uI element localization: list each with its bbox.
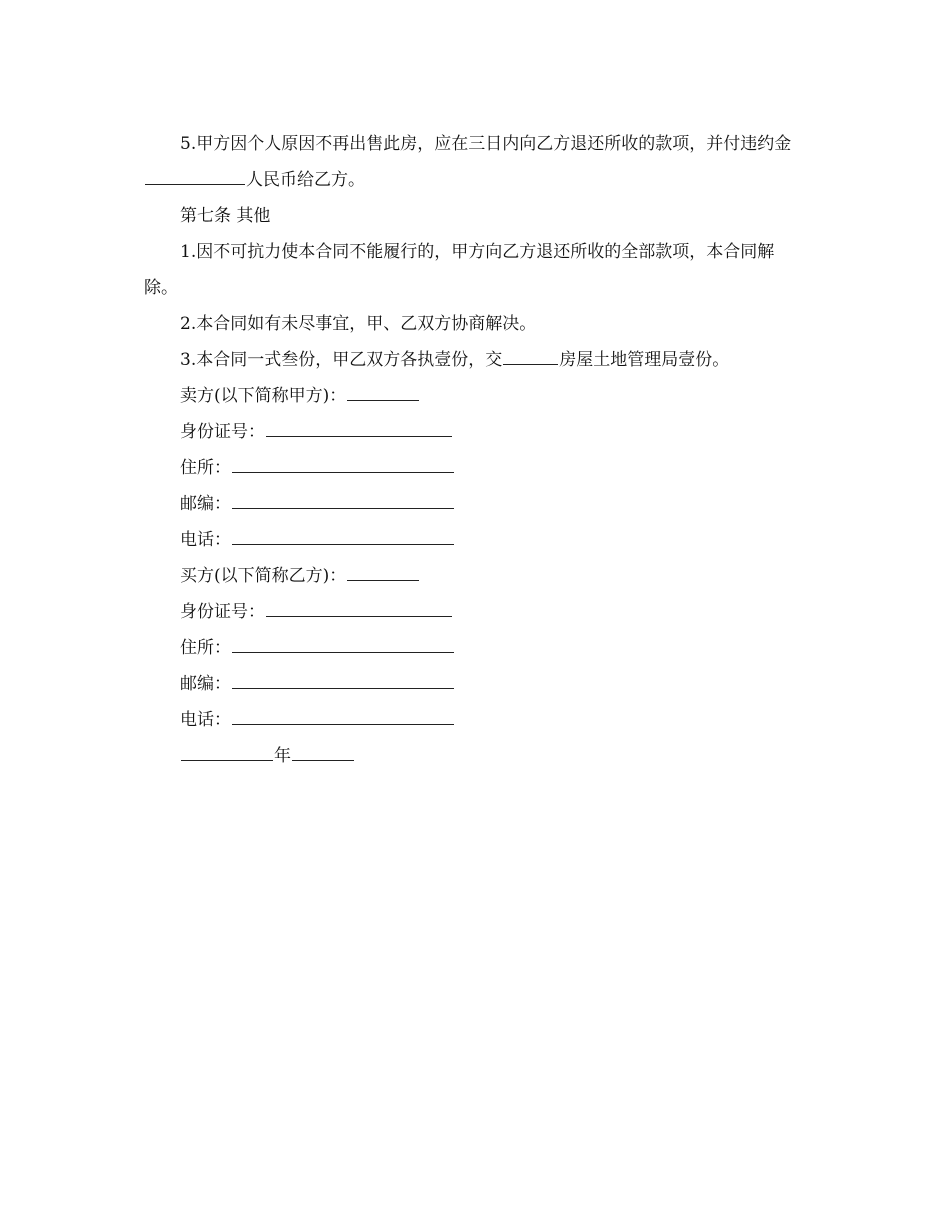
buyer-title: 买方(以下简称乙方)： xyxy=(180,566,347,586)
year-blank xyxy=(181,743,273,761)
article-7-item-3 xyxy=(144,342,800,378)
seller-phone-line xyxy=(144,522,800,558)
item-3-tail: 房屋土地管理局壹份。 xyxy=(559,350,730,370)
buyer-address-label: 住所： xyxy=(180,638,231,658)
clause-5-tail: 人民币给乙方。 xyxy=(246,170,365,190)
buyer-address-line xyxy=(144,630,800,666)
seller-phone-blank xyxy=(232,527,454,545)
article-7-item-1: 1.因不可抗力使本合同不能履行的，甲方向乙方退还所收的全部款项，本合同解除。 xyxy=(144,242,775,298)
authority-blank xyxy=(503,347,558,365)
penalty-amount-blank xyxy=(145,167,245,185)
date-line xyxy=(144,738,800,774)
article-7-item-2: 2.本合同如有未尽事宜，甲、乙双方协商解决。 xyxy=(180,314,537,334)
buyer-zip-label: 邮编： xyxy=(180,674,231,694)
seller-address-label: 住所： xyxy=(180,458,231,478)
contract-body xyxy=(144,126,800,774)
seller-name-blank xyxy=(347,383,419,401)
buyer-address-blank xyxy=(232,635,454,653)
article-7-heading: 第七条 其他 xyxy=(180,206,271,226)
month-blank xyxy=(292,743,354,761)
buyer-phone-blank xyxy=(232,707,454,725)
clause-5 xyxy=(144,126,800,198)
buyer-phone-line xyxy=(144,702,800,738)
seller-title: 卖方(以下简称甲方)： xyxy=(180,386,347,406)
seller-phone-label: 电话： xyxy=(180,530,231,550)
clause-5-text: 5.甲方因个人原因不再出售此房，应在三日内向乙方退还所收的款项，并付违约金 xyxy=(180,134,792,154)
buyer-title-line xyxy=(144,558,800,594)
buyer-zip-blank xyxy=(232,671,454,689)
buyer-id-line xyxy=(144,594,800,630)
seller-zip-label: 邮编： xyxy=(180,494,231,514)
seller-id-label: 身份证号： xyxy=(180,422,265,442)
buyer-phone-label: 电话： xyxy=(180,710,231,730)
seller-title-line xyxy=(144,378,800,414)
seller-address-blank xyxy=(232,455,454,473)
seller-id-line xyxy=(144,414,800,450)
year-label: 年 xyxy=(274,746,291,766)
buyer-zip-line xyxy=(144,666,800,702)
buyer-id-label: 身份证号： xyxy=(180,602,265,622)
seller-id-blank xyxy=(266,419,452,437)
buyer-id-blank xyxy=(266,599,452,617)
seller-zip-blank xyxy=(232,491,454,509)
item-3-text: 3.本合同一式叁份，甲乙双方各执壹份，交 xyxy=(180,350,503,370)
buyer-name-blank xyxy=(347,563,419,581)
seller-zip-line xyxy=(144,486,800,522)
seller-address-line xyxy=(144,450,800,486)
